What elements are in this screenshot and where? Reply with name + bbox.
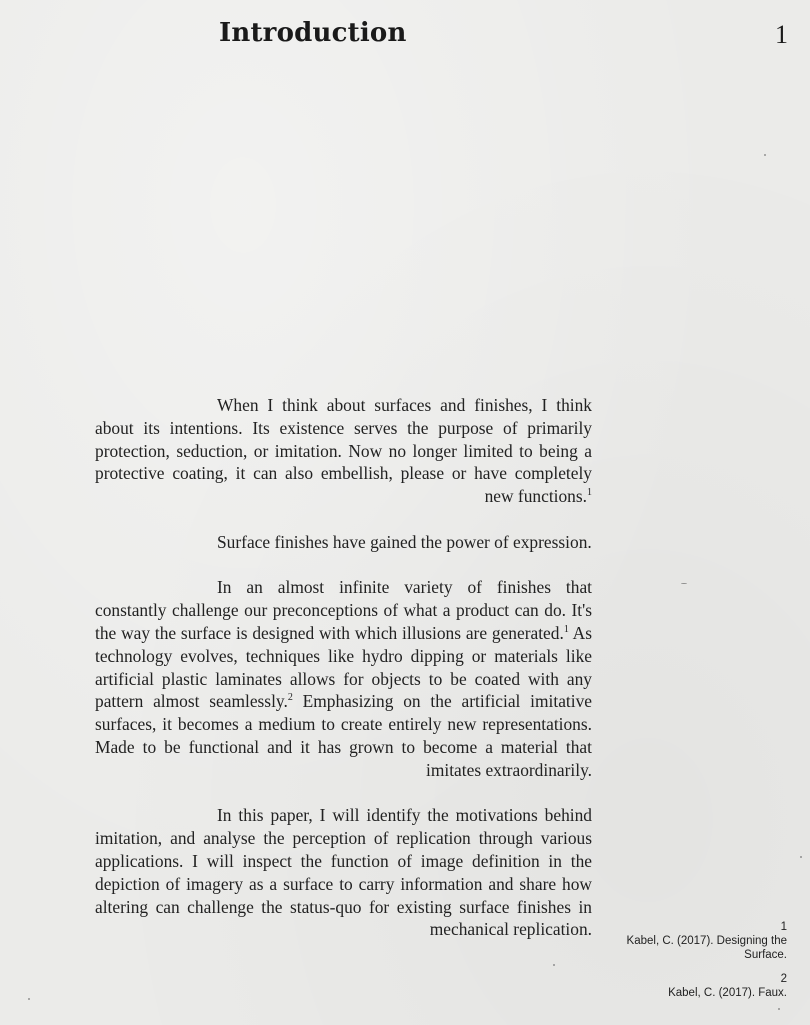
paper-speck <box>778 1008 780 1010</box>
footnote-text: Kabel, C. (2017). Designing the Surface. <box>626 935 787 961</box>
paragraph-3-text-a: In an almost infinite variety of finishes that constantly challenge our preconceptions of what a product can do. It's the way the surface is designed with which illusions are generated. <box>95 577 592 643</box>
paper-speck <box>28 998 30 1000</box>
body-text <box>95 394 592 964</box>
footnote-number: 2 <box>780 973 787 985</box>
page-number: 1 <box>775 20 788 49</box>
paragraph-3-text-b: As technology evolves, techniques like hydro dipping or materials like artificial plastic laminates allows for objects to be coated with any pattern almost seamlessly. <box>95 622 592 712</box>
paragraph-2 <box>95 531 592 554</box>
paragraph-3 <box>95 576 592 781</box>
footnote-ref: 1 <box>587 487 592 499</box>
footnotes <box>597 920 787 1010</box>
footnote-ref: 2 <box>287 692 293 704</box>
paragraph-2-text: Surface finishes have gained the power of expression. <box>217 531 592 552</box>
paper-speck <box>764 154 766 156</box>
paragraph-3-text-c: Emphasizing on the artificial imitative surfaces, it becomes a medium to create entirely new representations. Made to be functional and it has grown to become a material that imitates extraordinarily. <box>95 691 592 780</box>
paragraph-1-text: When I think about surfaces and finishes, I think about its intentions. Its existence serves the purpose of primarily protection, seduction, or imitation. Now no longer limited to being a protective coating, it can also embellish, please or have completely new functions. <box>95 395 592 507</box>
paragraph-4-text: In this paper, I will identify the motivations behind imitation, and analyse the perception of replication through various applications. I will inspect the function of image definition in the depiction of imagery as a surface to carry information and share how altering can challenge the status-quo for existing surface finishes in mechanical replication. <box>95 805 592 940</box>
paper-speck <box>800 856 802 858</box>
paper-speck <box>553 964 555 966</box>
paragraph-4 <box>95 804 592 941</box>
paper-speck <box>681 583 687 584</box>
paragraph-1 <box>95 394 592 508</box>
footnote-number: 1 <box>780 921 787 933</box>
footnote-text: Kabel, C. (2017). Faux. <box>668 987 787 999</box>
footnote-ref: 1 <box>563 623 569 635</box>
page-title: Introduction <box>219 18 407 48</box>
footnote <box>597 972 787 1000</box>
footnote <box>597 920 787 962</box>
